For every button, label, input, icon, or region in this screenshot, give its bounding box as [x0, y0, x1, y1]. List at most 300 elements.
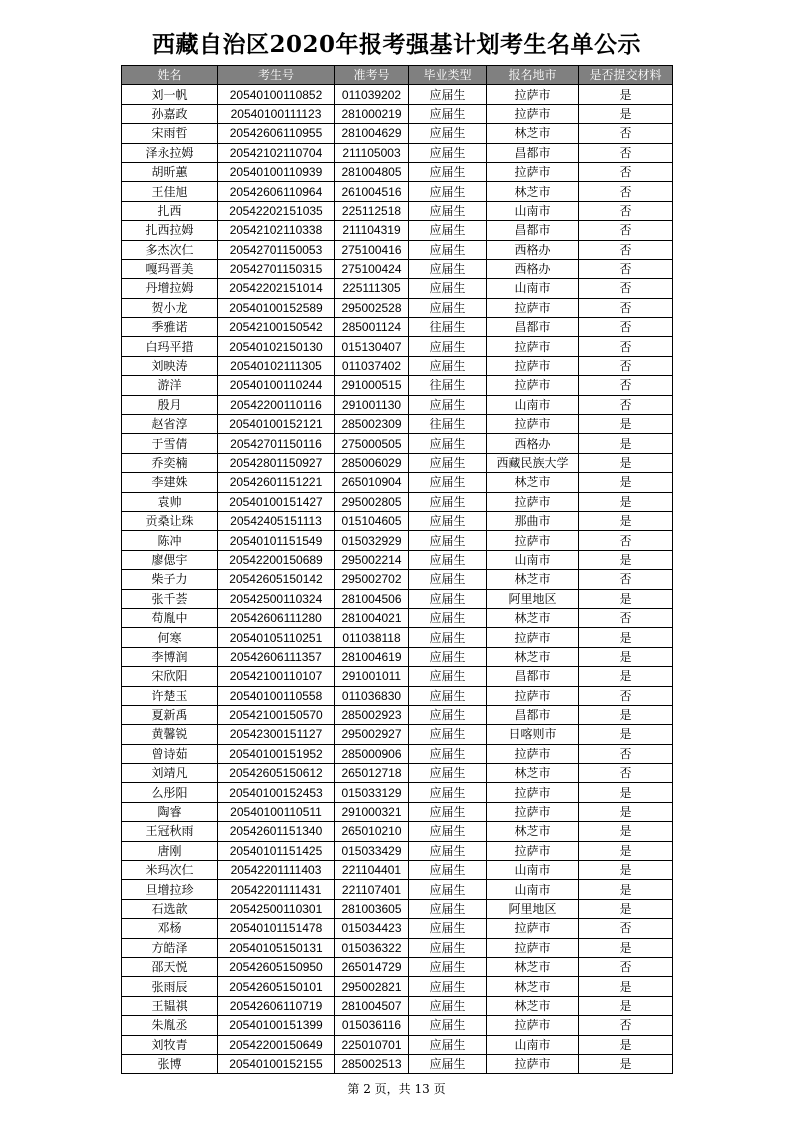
- cell-graduation-type: 应届生: [409, 570, 487, 589]
- cell-materials-submitted: 否: [579, 686, 673, 705]
- cell-graduation-type: 应届生: [409, 434, 487, 453]
- cell-materials-submitted: 是: [579, 783, 673, 802]
- cell-exam-number: 20542801150927: [218, 453, 335, 472]
- cell-ticket-number: 285000906: [335, 744, 409, 763]
- cell-graduation-type: 应届生: [409, 841, 487, 860]
- cell-name: 邵天悦: [122, 957, 218, 976]
- cell-name: 刘靖凡: [122, 764, 218, 783]
- cell-exam-number: 20540100151427: [218, 492, 335, 511]
- cell-graduation-type: 应届生: [409, 240, 487, 259]
- cell-materials-submitted: 否: [579, 182, 673, 201]
- cell-ticket-number: 011039202: [335, 85, 409, 104]
- table-row: [122, 783, 673, 802]
- cell-name: 石选歆: [122, 899, 218, 918]
- cell-graduation-type: 应届生: [409, 182, 487, 201]
- table-row: [122, 85, 673, 104]
- cell-ticket-number: 281004506: [335, 589, 409, 608]
- cell-name: 廖偲宇: [122, 550, 218, 569]
- cell-name: 曾诗茹: [122, 744, 218, 763]
- cell-name: 唐刚: [122, 841, 218, 860]
- cell-name: 夏新禹: [122, 705, 218, 724]
- cell-name: 黄馨锐: [122, 725, 218, 744]
- cell-materials-submitted: 是: [579, 1035, 673, 1054]
- cell-ticket-number: 211105003: [335, 143, 409, 162]
- cell-registration-city: 昌都市: [487, 318, 579, 337]
- cell-materials-submitted: 否: [579, 356, 673, 375]
- cell-graduation-type: 应届生: [409, 628, 487, 647]
- header-exam-number: 考生号: [218, 66, 335, 85]
- cell-registration-city: 山南市: [487, 201, 579, 220]
- cell-graduation-type: 应届生: [409, 667, 487, 686]
- cell-ticket-number: 221104401: [335, 861, 409, 880]
- cell-graduation-type: 应届生: [409, 511, 487, 530]
- cell-exam-number: 20540102111305: [218, 356, 335, 375]
- cell-ticket-number: 295002702: [335, 570, 409, 589]
- table-row: [122, 996, 673, 1015]
- cell-exam-number: 20540100111123: [218, 104, 335, 123]
- cell-materials-submitted: 是: [579, 899, 673, 918]
- cell-registration-city: 西格办: [487, 240, 579, 259]
- cell-graduation-type: 应届生: [409, 124, 487, 143]
- cell-registration-city: 拉萨市: [487, 1054, 579, 1073]
- cell-ticket-number: 225111305: [335, 279, 409, 298]
- cell-materials-submitted: 是: [579, 473, 673, 492]
- cell-materials-submitted: 是: [579, 880, 673, 899]
- cell-registration-city: 拉萨市: [487, 85, 579, 104]
- table-row: [122, 143, 673, 162]
- cell-materials-submitted: 否: [579, 201, 673, 220]
- cell-name: 于雪倩: [122, 434, 218, 453]
- cell-ticket-number: 225010701: [335, 1035, 409, 1054]
- cell-name: 柴子力: [122, 570, 218, 589]
- cell-exam-number: 20542605150142: [218, 570, 335, 589]
- cell-materials-submitted: 否: [579, 1016, 673, 1035]
- cell-materials-submitted: 否: [579, 957, 673, 976]
- table-row: [122, 802, 673, 821]
- cell-materials-submitted: 是: [579, 492, 673, 511]
- cell-ticket-number: 285001124: [335, 318, 409, 337]
- cell-materials-submitted: 是: [579, 841, 673, 860]
- cell-ticket-number: 015130407: [335, 337, 409, 356]
- table-row: [122, 1016, 673, 1035]
- table-row: [122, 492, 673, 511]
- cell-ticket-number: 295002805: [335, 492, 409, 511]
- table-header-row: [122, 66, 673, 85]
- cell-exam-number: 20542201111403: [218, 861, 335, 880]
- cell-ticket-number: 291000321: [335, 802, 409, 821]
- table-row: [122, 977, 673, 996]
- cell-name: 殷月: [122, 395, 218, 414]
- cell-ticket-number: 285002513: [335, 1054, 409, 1073]
- table-row: [122, 841, 673, 860]
- cell-exam-number: 20540101151549: [218, 531, 335, 550]
- cell-exam-number: 20540100152589: [218, 298, 335, 317]
- cell-exam-number: 20542405151113: [218, 511, 335, 530]
- cell-name: 陈冲: [122, 531, 218, 550]
- cell-materials-submitted: 否: [579, 376, 673, 395]
- cell-registration-city: 西格办: [487, 434, 579, 453]
- cell-graduation-type: 应届生: [409, 85, 487, 104]
- cell-ticket-number: 015033429: [335, 841, 409, 860]
- table-row: [122, 705, 673, 724]
- cell-registration-city: 山南市: [487, 1035, 579, 1054]
- cell-ticket-number: 265014729: [335, 957, 409, 976]
- cell-name: 多杰次仁: [122, 240, 218, 259]
- cell-materials-submitted: 是: [579, 647, 673, 666]
- cell-registration-city: 拉萨市: [487, 628, 579, 647]
- cell-exam-number: 20542606111357: [218, 647, 335, 666]
- cell-exam-number: 20542606111280: [218, 608, 335, 627]
- cell-registration-city: 阿里地区: [487, 589, 579, 608]
- table-row: [122, 415, 673, 434]
- cell-exam-number: 20540100110852: [218, 85, 335, 104]
- cell-exam-number: 20542701150116: [218, 434, 335, 453]
- cell-ticket-number: 281004619: [335, 647, 409, 666]
- cell-name: 旦增拉珍: [122, 880, 218, 899]
- cell-ticket-number: 265012718: [335, 764, 409, 783]
- cell-registration-city: 山南市: [487, 880, 579, 899]
- cell-name: 贺小龙: [122, 298, 218, 317]
- cell-registration-city: 林芝市: [487, 822, 579, 841]
- cell-registration-city: 拉萨市: [487, 356, 579, 375]
- cell-registration-city: 西格办: [487, 259, 579, 278]
- cell-registration-city: 那曲市: [487, 511, 579, 530]
- cell-ticket-number: 015104605: [335, 511, 409, 530]
- cell-registration-city: 昌都市: [487, 667, 579, 686]
- cell-materials-submitted: 否: [579, 919, 673, 938]
- table-row: [122, 124, 673, 143]
- table-row: [122, 667, 673, 686]
- cell-materials-submitted: 是: [579, 550, 673, 569]
- cell-ticket-number: 295002528: [335, 298, 409, 317]
- cell-registration-city: 昌都市: [487, 143, 579, 162]
- cell-graduation-type: 应届生: [409, 899, 487, 918]
- cell-ticket-number: 291000515: [335, 376, 409, 395]
- candidate-table: [121, 65, 673, 1074]
- cell-graduation-type: 应届生: [409, 395, 487, 414]
- cell-graduation-type: 往届生: [409, 376, 487, 395]
- cell-graduation-type: 应届生: [409, 919, 487, 938]
- cell-exam-number: 20542500110324: [218, 589, 335, 608]
- table-row: [122, 201, 673, 220]
- cell-registration-city: 林芝市: [487, 182, 579, 201]
- cell-exam-number: 20540100152453: [218, 783, 335, 802]
- cell-name: 邓杨: [122, 919, 218, 938]
- cell-graduation-type: 应届生: [409, 279, 487, 298]
- cell-materials-submitted: 是: [579, 628, 673, 647]
- cell-name: 王韫祺: [122, 996, 218, 1015]
- cell-graduation-type: 应届生: [409, 647, 487, 666]
- header-graduation-type: 毕业类型: [409, 66, 487, 85]
- table-row: [122, 550, 673, 569]
- cell-graduation-type: 应届生: [409, 104, 487, 123]
- cell-registration-city: 昌都市: [487, 221, 579, 240]
- cell-graduation-type: 应届生: [409, 764, 487, 783]
- cell-ticket-number: 261004516: [335, 182, 409, 201]
- table-row: [122, 938, 673, 957]
- cell-exam-number: 20540101151478: [218, 919, 335, 938]
- cell-ticket-number: 011037402: [335, 356, 409, 375]
- cell-exam-number: 20540101151425: [218, 841, 335, 860]
- page-number: 第 2 页，共 13 页: [347, 1082, 446, 1096]
- cell-graduation-type: 应届生: [409, 356, 487, 375]
- cell-exam-number: 20540102150130: [218, 337, 335, 356]
- cell-exam-number: 20542606110955: [218, 124, 335, 143]
- cell-registration-city: 昌都市: [487, 705, 579, 724]
- cell-ticket-number: 015036322: [335, 938, 409, 957]
- table-row: [122, 725, 673, 744]
- table-row: [122, 628, 673, 647]
- cell-exam-number: 20542701150315: [218, 259, 335, 278]
- cell-graduation-type: 应届生: [409, 957, 487, 976]
- cell-exam-number: 20542605150950: [218, 957, 335, 976]
- cell-registration-city: 拉萨市: [487, 802, 579, 821]
- cell-ticket-number: 265010210: [335, 822, 409, 841]
- cell-ticket-number: 295002927: [335, 725, 409, 744]
- cell-name: 张博: [122, 1054, 218, 1073]
- table-row: [122, 453, 673, 472]
- cell-exam-number: 20542201111431: [218, 880, 335, 899]
- cell-graduation-type: 应届生: [409, 221, 487, 240]
- table-row: [122, 259, 673, 278]
- cell-ticket-number: 221107401: [335, 880, 409, 899]
- cell-graduation-type: 应届生: [409, 473, 487, 492]
- cell-graduation-type: 应届生: [409, 861, 487, 880]
- cell-name: 张雨辰: [122, 977, 218, 996]
- cell-name: 何寒: [122, 628, 218, 647]
- cell-materials-submitted: 是: [579, 434, 673, 453]
- cell-materials-submitted: 否: [579, 337, 673, 356]
- cell-ticket-number: 295002214: [335, 550, 409, 569]
- cell-graduation-type: 应届生: [409, 492, 487, 511]
- cell-materials-submitted: 是: [579, 589, 673, 608]
- cell-name: 王冠秋雨: [122, 822, 218, 841]
- table-row: [122, 162, 673, 181]
- cell-registration-city: 林芝市: [487, 764, 579, 783]
- cell-materials-submitted: 否: [579, 279, 673, 298]
- table-row: [122, 861, 673, 880]
- cell-registration-city: 山南市: [487, 395, 579, 414]
- cell-graduation-type: 应届生: [409, 1016, 487, 1035]
- cell-ticket-number: 285002309: [335, 415, 409, 434]
- cell-name: 胡昕蕙: [122, 162, 218, 181]
- cell-exam-number: 20542200150649: [218, 1035, 335, 1054]
- cell-graduation-type: 应届生: [409, 686, 487, 705]
- cell-registration-city: 拉萨市: [487, 415, 579, 434]
- cell-registration-city: 拉萨市: [487, 104, 579, 123]
- cell-ticket-number: 211104319: [335, 221, 409, 240]
- cell-graduation-type: 应届生: [409, 744, 487, 763]
- table-row: [122, 744, 673, 763]
- cell-materials-submitted: 否: [579, 608, 673, 627]
- cell-ticket-number: 011036830: [335, 686, 409, 705]
- cell-name: 泽永拉姆: [122, 143, 218, 162]
- cell-graduation-type: 应届生: [409, 938, 487, 957]
- cell-registration-city: 日喀则市: [487, 725, 579, 744]
- cell-name: 游洋: [122, 376, 218, 395]
- cell-registration-city: 拉萨市: [487, 162, 579, 181]
- cell-materials-submitted: 否: [579, 764, 673, 783]
- cell-exam-number: 20540100152121: [218, 415, 335, 434]
- table-row: [122, 1035, 673, 1054]
- table-row: [122, 531, 673, 550]
- cell-exam-number: 20542701150053: [218, 240, 335, 259]
- cell-exam-number: 20540100110511: [218, 802, 335, 821]
- cell-graduation-type: 往届生: [409, 415, 487, 434]
- header-registration-city: 报名地市: [487, 66, 579, 85]
- cell-materials-submitted: 是: [579, 977, 673, 996]
- cell-materials-submitted: 是: [579, 725, 673, 744]
- table-row: [122, 589, 673, 608]
- table-row: [122, 240, 673, 259]
- cell-name: 方皓泽: [122, 938, 218, 957]
- cell-name: 贡桑让珠: [122, 511, 218, 530]
- cell-graduation-type: 应届生: [409, 1054, 487, 1073]
- table-row: [122, 647, 673, 666]
- cell-graduation-type: 应届生: [409, 1035, 487, 1054]
- cell-exam-number: 20540105150131: [218, 938, 335, 957]
- cell-ticket-number: 281004507: [335, 996, 409, 1015]
- cell-materials-submitted: 是: [579, 802, 673, 821]
- cell-graduation-type: 应届生: [409, 802, 487, 821]
- cell-ticket-number: 015036116: [335, 1016, 409, 1035]
- cell-materials-submitted: 否: [579, 531, 673, 550]
- cell-exam-number: 20542102110704: [218, 143, 335, 162]
- cell-exam-number: 20542606110719: [218, 996, 335, 1015]
- cell-name: 嘎玛晋美: [122, 259, 218, 278]
- cell-name: 李建姝: [122, 473, 218, 492]
- cell-ticket-number: 281004805: [335, 162, 409, 181]
- cell-graduation-type: 应届生: [409, 201, 487, 220]
- cell-ticket-number: 015034423: [335, 919, 409, 938]
- cell-registration-city: 林芝市: [487, 996, 579, 1015]
- cell-materials-submitted: 否: [579, 318, 673, 337]
- cell-ticket-number: 011038118: [335, 628, 409, 647]
- cell-registration-city: 林芝市: [487, 957, 579, 976]
- cell-ticket-number: 285006029: [335, 453, 409, 472]
- cell-registration-city: 林芝市: [487, 124, 579, 143]
- cell-materials-submitted: 否: [579, 162, 673, 181]
- cell-registration-city: 山南市: [487, 550, 579, 569]
- cell-name: 丹增拉姆: [122, 279, 218, 298]
- table-row: [122, 764, 673, 783]
- cell-exam-number: 20540100151952: [218, 744, 335, 763]
- cell-exam-number: 20542200150689: [218, 550, 335, 569]
- cell-ticket-number: 291001130: [335, 395, 409, 414]
- cell-registration-city: 拉萨市: [487, 531, 579, 550]
- header-materials-submitted: 是否提交材料: [579, 66, 673, 85]
- cell-registration-city: 西藏民族大学: [487, 453, 579, 472]
- cell-name: 刘映涛: [122, 356, 218, 375]
- cell-exam-number: 20542100150570: [218, 705, 335, 724]
- table-row: [122, 880, 673, 899]
- cell-materials-submitted: 否: [579, 744, 673, 763]
- cell-graduation-type: 应届生: [409, 880, 487, 899]
- cell-graduation-type: 应届生: [409, 143, 487, 162]
- cell-materials-submitted: 是: [579, 85, 673, 104]
- table-row: [122, 298, 673, 317]
- cell-ticket-number: 281004021: [335, 608, 409, 627]
- cell-ticket-number: 275100416: [335, 240, 409, 259]
- cell-materials-submitted: 是: [579, 511, 673, 530]
- cell-registration-city: 林芝市: [487, 570, 579, 589]
- cell-name: 刘牧青: [122, 1035, 218, 1054]
- cell-name: 赵省淳: [122, 415, 218, 434]
- cell-name: 苟胤中: [122, 608, 218, 627]
- cell-registration-city: 拉萨市: [487, 376, 579, 395]
- cell-exam-number: 20542100150542: [218, 318, 335, 337]
- cell-registration-city: 拉萨市: [487, 783, 579, 802]
- cell-name: 乔奕楠: [122, 453, 218, 472]
- cell-registration-city: 林芝市: [487, 473, 579, 492]
- cell-materials-submitted: 是: [579, 415, 673, 434]
- cell-name: 白玛平措: [122, 337, 218, 356]
- cell-exam-number: 20542300151127: [218, 725, 335, 744]
- table-row: [122, 104, 673, 123]
- cell-exam-number: 20540100110244: [218, 376, 335, 395]
- cell-registration-city: 拉萨市: [487, 492, 579, 511]
- cell-registration-city: 拉萨市: [487, 841, 579, 860]
- cell-exam-number: 20540105110251: [218, 628, 335, 647]
- cell-materials-submitted: 否: [579, 395, 673, 414]
- cell-name: 季雅诺: [122, 318, 218, 337]
- cell-materials-submitted: 是: [579, 453, 673, 472]
- cell-name: 扎西拉姆: [122, 221, 218, 240]
- cell-ticket-number: 295002821: [335, 977, 409, 996]
- cell-registration-city: 拉萨市: [487, 337, 579, 356]
- cell-registration-city: 拉萨市: [487, 686, 579, 705]
- cell-exam-number: 20542100110107: [218, 667, 335, 686]
- cell-graduation-type: 应届生: [409, 453, 487, 472]
- cell-graduation-type: 应届生: [409, 783, 487, 802]
- cell-graduation-type: 应届生: [409, 725, 487, 744]
- table-row: [122, 511, 673, 530]
- table-row: [122, 318, 673, 337]
- cell-ticket-number: 275000505: [335, 434, 409, 453]
- cell-materials-submitted: 否: [579, 298, 673, 317]
- cell-materials-submitted: 是: [579, 667, 673, 686]
- cell-registration-city: 林芝市: [487, 608, 579, 627]
- table-row: [122, 957, 673, 976]
- table-row: [122, 1054, 673, 1073]
- cell-registration-city: 林芝市: [487, 647, 579, 666]
- cell-ticket-number: 291001011: [335, 667, 409, 686]
- table-row: [122, 376, 673, 395]
- cell-exam-number: 20540100110558: [218, 686, 335, 705]
- cell-name: 宋欣阳: [122, 667, 218, 686]
- cell-exam-number: 20542202151014: [218, 279, 335, 298]
- cell-ticket-number: 015032929: [335, 531, 409, 550]
- cell-exam-number: 20542601151221: [218, 473, 335, 492]
- table-row: [122, 570, 673, 589]
- cell-materials-submitted: 是: [579, 938, 673, 957]
- cell-exam-number: 20542202151035: [218, 201, 335, 220]
- cell-materials-submitted: 是: [579, 996, 673, 1015]
- cell-registration-city: 拉萨市: [487, 919, 579, 938]
- cell-exam-number: 20542102110338: [218, 221, 335, 240]
- cell-name: 李博润: [122, 647, 218, 666]
- table-row: [122, 899, 673, 918]
- cell-graduation-type: 应届生: [409, 259, 487, 278]
- cell-graduation-type: 应届生: [409, 608, 487, 627]
- cell-registration-city: 林芝市: [487, 977, 579, 996]
- cell-name: 许楚玉: [122, 686, 218, 705]
- cell-exam-number: 20542601151340: [218, 822, 335, 841]
- cell-registration-city: 阿里地区: [487, 899, 579, 918]
- cell-graduation-type: 应届生: [409, 822, 487, 841]
- table-row: [122, 279, 673, 298]
- table-row: [122, 221, 673, 240]
